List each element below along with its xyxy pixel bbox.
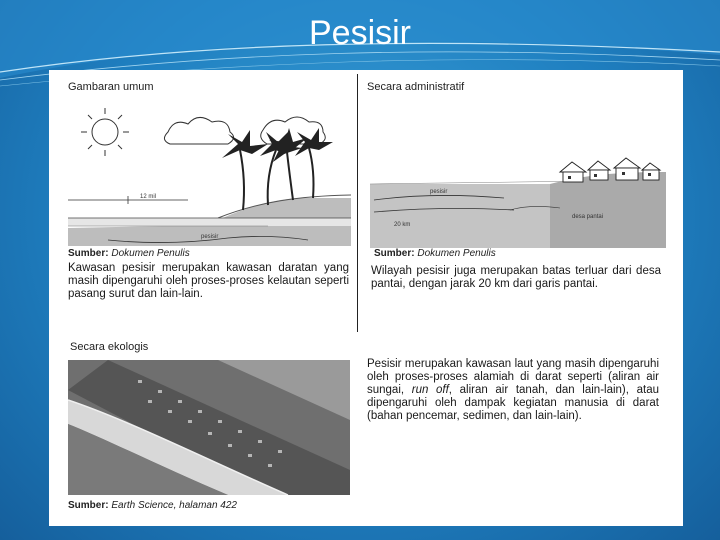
- ecology-text-part-2: , aliran air tanah, dan lain-lain), atau dipengaruhi oleh dampak kegiatan manusia di darat (bahan pencemar, sedimen, dan lain-lain).: [367, 384, 659, 422]
- ecology-source-value: Earth Science, halaman 422: [111, 500, 237, 511]
- admin-illustration: [370, 100, 666, 248]
- admin-source: [374, 248, 496, 259]
- distance-label: 12 mil: [140, 194, 157, 200]
- general-heading: Gambaran umum: [68, 81, 154, 93]
- general-source-value: Dokumen Penulis: [111, 248, 190, 259]
- admin-source-value: Dokumen Penulis: [417, 248, 496, 259]
- ecology-aerial-photo: [68, 360, 350, 495]
- admin-distance-label: 20 km: [394, 222, 411, 228]
- general-source: [68, 248, 190, 259]
- ecology-text-italic: run off: [411, 384, 449, 396]
- ecology-heading: Secara ekologis: [70, 341, 149, 353]
- ecology-source: [68, 500, 237, 511]
- admin-heading: Secara administratif: [367, 81, 465, 93]
- admin-source-label: Sumber:: [374, 248, 415, 259]
- ecology-text-part-1: Pesisir merupakan kawasan laut yang masih dipengaruhi oleh proses-proses alamiah di darat seperti (aliran air sungai,: [367, 358, 659, 396]
- content-panel: Gambaran umum 12 mil pesisir Sumber: Dokumen Penulis Kawasan pesisir merupakan kawasan daratan yang masih dipengaruhi oleh proses-proses kelautan seperti pasang surut dan lain-lain. Secara administratif pesisir 20 km desa pantai Sumber: Dokumen Penulis Wilayah pesisir juga merupakan batas terluar dari desa pantai, dengan jarak 20 km dari garis pantai. Secara ekologis Sumber: Earth Science, halaman 422 Pesisir merupakan kawasan laut yang masih dipengaruhi oleh proses-proses alamiah di darat seperti (aliran air sungai, run off, aliran air tanah, dan lain-lain), atau dipengaruhi oleh dampak kegiatan manusia di darat (bahan pencemar, sedimen, dan lain-lain).: [49, 70, 683, 526]
- admin-pesisir-label: pesisir: [430, 189, 448, 195]
- general-text: Kawasan pesisir merupakan kawasan daratan yang masih dipengaruhi oleh proses-proses kelautan seperti pasang surut dan lain-lain.: [68, 262, 349, 300]
- general-illustration: [68, 100, 351, 246]
- slide-title: Pesisir: [308, 14, 412, 52]
- column-divider: [357, 74, 358, 332]
- admin-text: Wilayah pesisir juga merupakan batas terluar dari desa pantai, dengan jarak 20 km dari garis pantai.: [371, 265, 661, 290]
- general-source-label: Sumber:: [68, 248, 109, 259]
- admin-village-label: desa pantai: [572, 214, 604, 220]
- ecology-text: [367, 358, 659, 423]
- ecology-source-label: Sumber:: [68, 500, 109, 511]
